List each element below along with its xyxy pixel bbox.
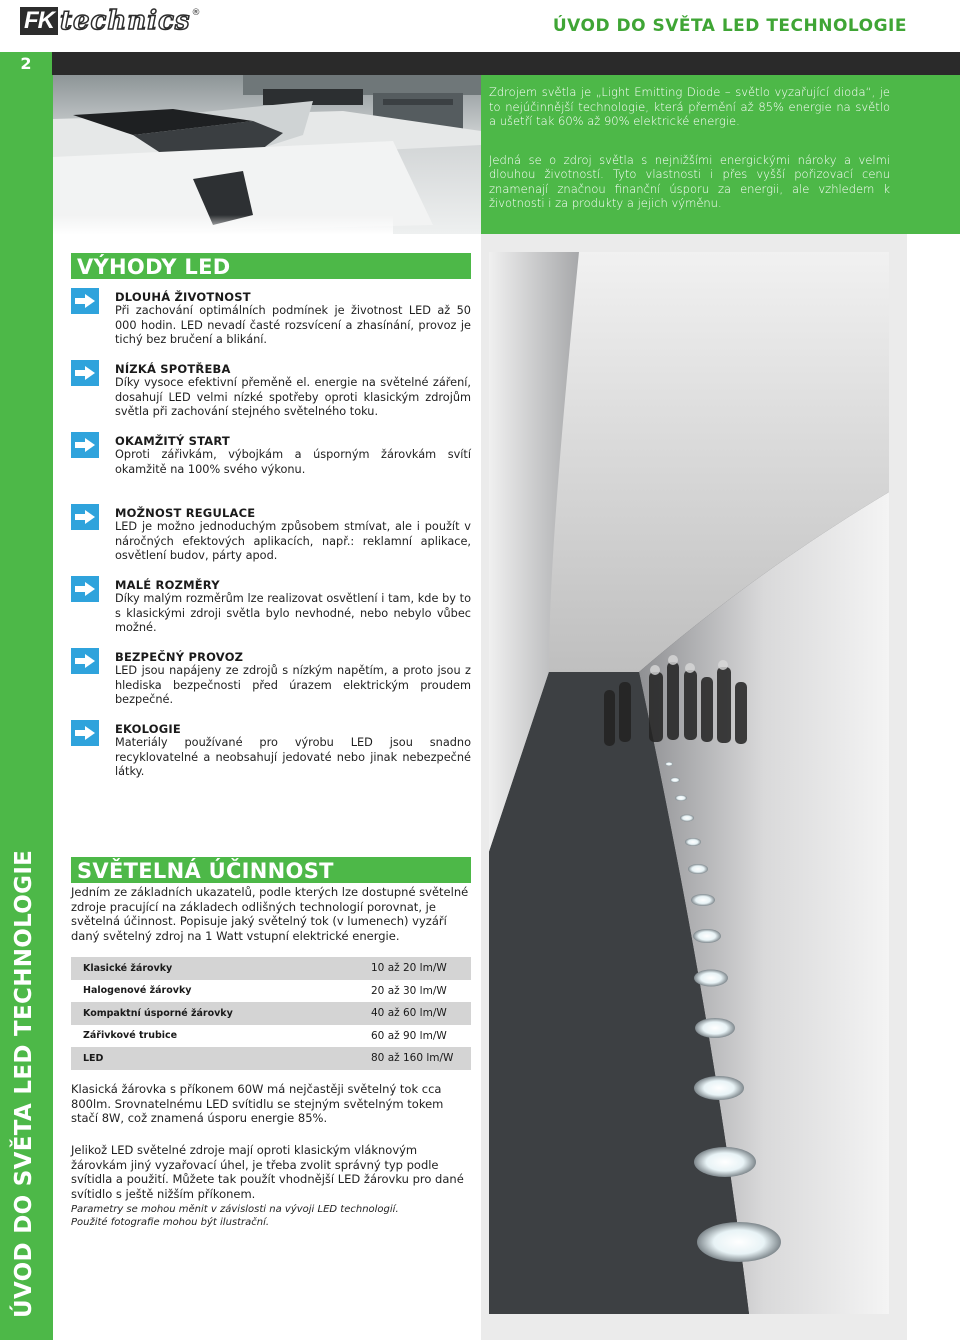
side-vertical-title: ÚVOD DO SVĚTA LED TECHNOLOGIE	[11, 849, 37, 1318]
efficacy-value: 20 až 30 lm/W	[371, 984, 447, 997]
intro-green-box	[481, 75, 960, 234]
feature-text: Díky malým rozměrům lze realizovat osvětlení i tam, kde by to s klasickými zdroji světla bylo nevhodné, nebo nebylo vůbec možné.	[115, 592, 471, 634]
feature-title: DLOUHÁ ŽIVOTNOST	[115, 290, 251, 304]
logo-fk: FK	[20, 7, 58, 35]
arrow-right-icon	[71, 576, 99, 602]
logo-registered-mark: ®	[191, 8, 201, 18]
efficacy-value: 10 až 20 lm/W	[371, 962, 447, 975]
efficacy-value: 80 až 160 lm/W	[371, 1052, 454, 1065]
source-name: Zářivkové trubice	[83, 1030, 178, 1042]
feature-text: Díky vysoce efektivní přeměně el. energie na světelné záření, dosahují LED velmi nízké spotřeby oproti klasickým zdrojům světla při zachování stejného světelného toku.	[115, 376, 471, 418]
arrow-right-icon	[71, 360, 99, 386]
feature-text: Oproti zářivkám, výbojkám a úsporným žárovkám svítí okamžitě na 100% svého výkonu.	[115, 448, 471, 476]
table-row	[71, 1002, 471, 1025]
logo-technics: technics	[60, 6, 191, 36]
feature-title: MALÉ ROZMĚRY	[115, 578, 220, 592]
efficacy-value: 40 až 60 lm/W	[371, 1007, 447, 1020]
source-name: Kompaktní úsporné žárovky	[83, 1007, 233, 1019]
feature-title: BEZPEČNÝ PROVOZ	[115, 650, 244, 664]
feature-title: OKAMŽITÝ START	[115, 434, 230, 448]
feature-title: EKOLOGIE	[115, 722, 181, 736]
efficiency-intro: Jedním ze základních ukazatelů, podle kterých lze dostupné světelné zdroje pracující na základech odlišných technologií porovnat, je světelná účinnost. Popisuje jaký světelný tok (v lumenech) vyzáří daný světelný zdroj na 1 Watt vstupní elektrické energie.	[71, 885, 469, 944]
arrow-right-icon	[71, 288, 99, 314]
advantages-heading: VÝHODY LED	[71, 253, 471, 279]
table-row	[71, 980, 471, 1003]
reception-desk-photo	[53, 75, 481, 234]
efficiency-paragraph-1: Klasická žárovka s příkonem 60W má nejčastěji světelný tok cca 800lm. Srovnatelnému LED svítidlu se stejným světelným tokem stačí 8W, což znamená úsporu energie 85%.	[71, 1082, 444, 1126]
feature-text: LED je možno jednoduchým způsobem stmívat, ale i použít v náročných efektových aplikacích, např.: reklamní aplikace, osvětlení budov, párty apod.	[115, 520, 471, 562]
arrow-right-icon	[71, 432, 99, 458]
source-name: LED	[83, 1052, 104, 1064]
efficiency-paragraph-2: Jelikož LED světelné zdroje mají oproti klasickým vláknovým žárovkám jiný vyzařovací úhel, je třeba zvolit správný typ podle svítidla a použití. Můžete tak použít vhodnější LED žárovku pro dané svítidlo s ještě nižším příkonem.	[71, 1143, 464, 1202]
arrow-right-icon	[71, 720, 99, 746]
tunnel-photo	[489, 252, 889, 1314]
footnote	[71, 1203, 471, 1229]
efficacy-value: 60 až 90 lm/W	[371, 1029, 447, 1042]
feature-text: LED jsou napájeny ze zdrojů s nízkým napětím, a proto jsou z hlediska bezpečnosti před úrazem elektrickým proudem bezpečné.	[115, 664, 471, 706]
page-header-title: ÚVOD DO SVĚTA LED TECHNOLOGIE	[552, 16, 907, 36]
intro-paragraph-2: Jedná se o zdroj světla s nejnižšími energickými nároky a velmi dlouhou životností. Tyto vlastnosti i přes vyšší pořizovací cenu znamenají značnou finanční úsporu za energii, ale vzhledem k životnosti i za produkty a jejich výměnu.	[489, 152, 890, 210]
table-row	[71, 1047, 471, 1070]
table-row	[71, 1025, 471, 1048]
footnote-line-1: Parametry se mohou měnit v závislosti na vývoji LED technologií.	[71, 1204, 399, 1215]
header-dark-bar	[0, 52, 960, 75]
arrow-right-icon	[71, 648, 99, 674]
arrow-right-icon	[71, 504, 99, 530]
intro-paragraph-1: Zdrojem světla je „Light Emitting Diode – světlo vyzařující dioda“, je to nejúčinnější technologie, která přemění až 85% energie na světlo a ušetří tak 60% až 90% elektrické energie.	[489, 85, 890, 128]
footnote-line-2: Použité fotografie mohou být ilustrační.	[71, 1217, 270, 1228]
feature-title: MOŽNOST REGULACE	[115, 506, 256, 520]
brand-logo	[20, 6, 201, 36]
source-name: Klasické žárovky	[83, 962, 173, 974]
feature-text: Při zachování optimálních podmínek je životnost LED až 50 000 hodin. LED nevadí časté rozsvícení a zhasínání, provoz je tichý bez bručení a blikání.	[115, 304, 471, 346]
led-tunnel-illustration	[489, 252, 889, 1314]
page-number: 2	[0, 52, 52, 75]
feature-title: NÍZKÁ SPOTŘEBA	[115, 362, 231, 376]
feature-text: Materiály používané pro výrobu LED jsou snadno recyklovatelné a neobsahují jedovaté nebo jinak nebezpečné látky.	[115, 736, 471, 778]
reception-desk-illustration	[53, 75, 481, 234]
efficiency-heading: SVĚTELNÁ ÚČINNOST	[71, 857, 471, 883]
table-row	[71, 957, 471, 980]
source-name: Halogenové žárovky	[83, 985, 192, 997]
efficiency-table	[71, 957, 471, 1070]
